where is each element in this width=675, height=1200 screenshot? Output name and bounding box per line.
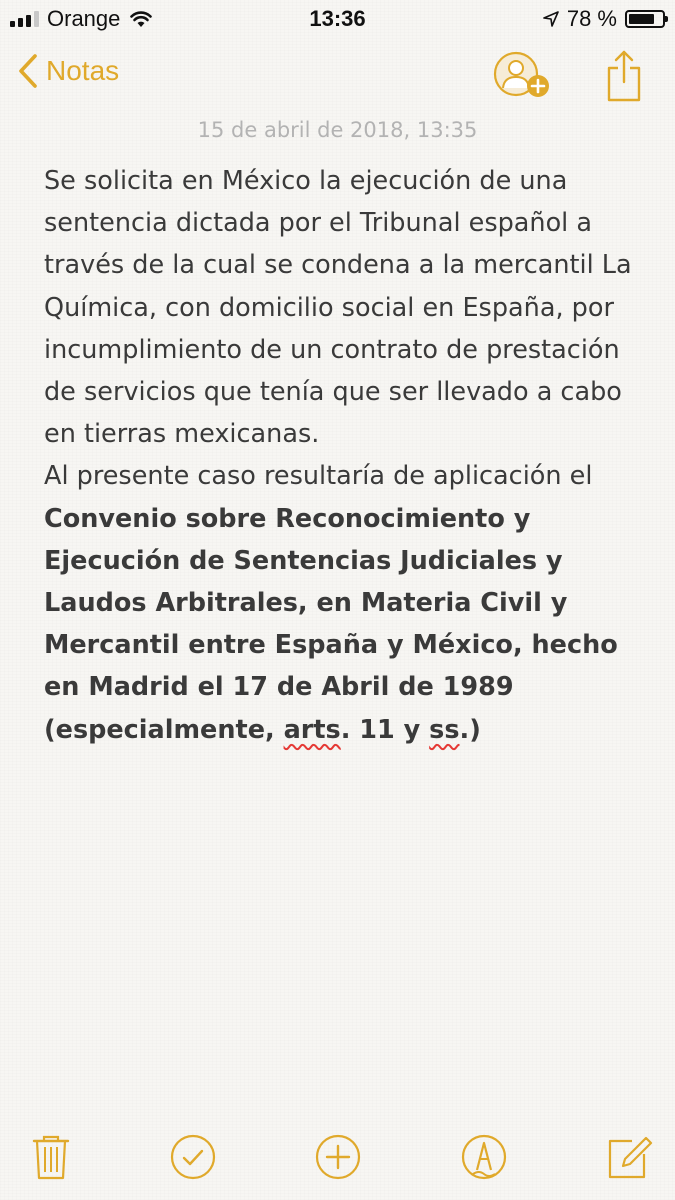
note-body[interactable]: [44, 160, 644, 751]
status-right: [543, 6, 665, 32]
compose-button[interactable]: [604, 1132, 654, 1182]
battery-percent: 78 %: [566, 6, 617, 31]
markup-icon: [459, 1132, 509, 1182]
battery-fill: [629, 14, 654, 24]
note-date: 15 de abril de 2018, 13:35: [197, 118, 478, 142]
misspelled-word: arts: [283, 714, 341, 745]
add-person-button[interactable]: [492, 48, 554, 104]
status-time: 13:36: [309, 6, 366, 31]
share-icon: [604, 48, 644, 104]
note-bold-text-3: .): [459, 714, 481, 745]
misspelled-word-2: ss: [429, 714, 460, 745]
status-bar: [0, 0, 675, 40]
note-bold-text: Convenio sobre Reconocimiento y Ejecución de Sentencias Judiciales y Laudos Arbitrales, en Materia Civil y Mercantil entre España y México, hecho en Madrid el 17 de Abril de 1989 (especialmente,: [44, 503, 618, 745]
compose-icon: [604, 1132, 654, 1182]
markup-button[interactable]: [459, 1132, 509, 1182]
note-bold-text-2: . 11 y: [340, 714, 430, 745]
note-paragraph-2: [44, 455, 644, 750]
note-paragraph-1: Se solicita en México la ejecución de una sentencia dictada por el Tribunal español a través de la cual se condena a la mercantil La Química, con domicilio social en España, por incumplimiento de un contrato de prestación de servicios que tenía que ser llevado a cabo en tierras mexicanas.: [44, 166, 632, 450]
note-paragraph-2-lead: Al presente caso resultaría de aplicación el: [44, 461, 593, 492]
add-person-icon: [492, 48, 554, 104]
add-icon: [313, 1132, 363, 1182]
back-button[interactable]: [18, 54, 119, 88]
carrier-name: Orange: [47, 6, 121, 31]
chevron-left-icon: [18, 54, 38, 88]
back-label: Notas: [46, 55, 120, 86]
delete-button[interactable]: [26, 1132, 76, 1182]
trash-icon: [26, 1132, 76, 1182]
checklist-button[interactable]: [168, 1132, 218, 1182]
battery-icon: [625, 10, 665, 28]
checklist-icon: [168, 1132, 218, 1182]
share-button[interactable]: [604, 48, 644, 104]
add-button[interactable]: [313, 1132, 363, 1182]
location-arrow-icon: [543, 11, 559, 27]
nav-bar: [0, 44, 675, 108]
bottom-toolbar: [0, 1132, 675, 1188]
